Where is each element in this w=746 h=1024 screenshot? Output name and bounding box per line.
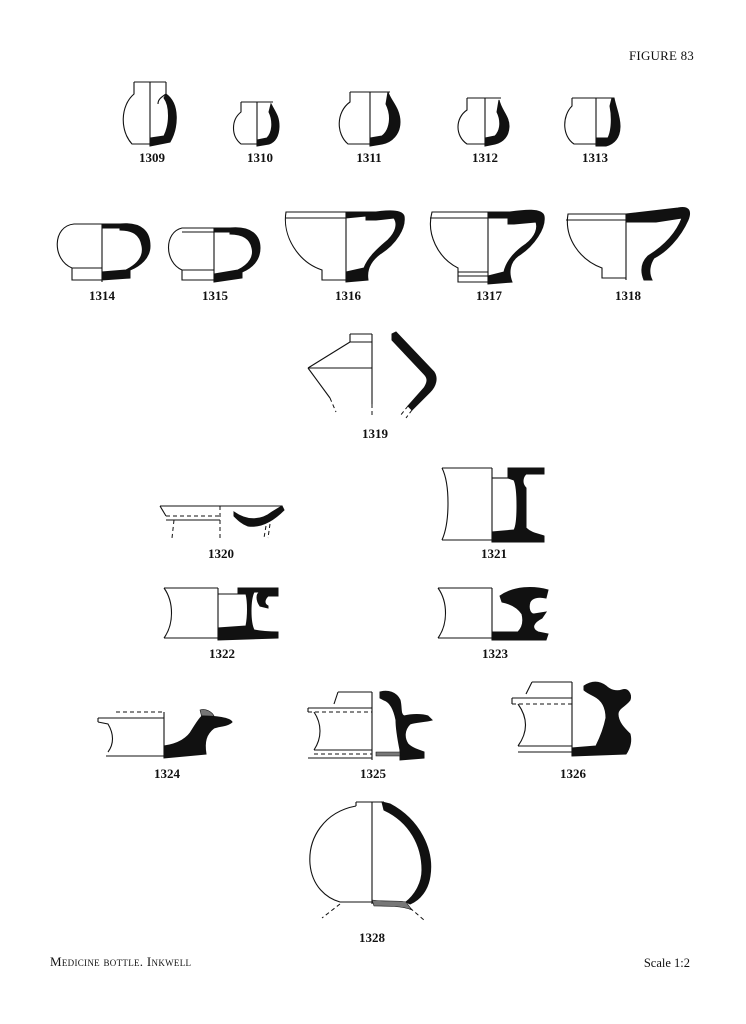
vessel-1323-number: 1323 xyxy=(482,646,508,661)
vessel-1317-drawing xyxy=(424,206,554,288)
vessel-1326-number: 1326 xyxy=(560,766,586,781)
vessel-1317 xyxy=(424,206,554,306)
vessel-1309-drawing xyxy=(112,76,192,151)
vessel-1316 xyxy=(280,206,416,306)
vessel-1325-number: 1325 xyxy=(360,766,386,781)
vessel-1322-number: 1322 xyxy=(209,646,235,661)
scale-note: Scale 1:2 xyxy=(643,956,690,970)
vessel-1324 xyxy=(92,704,242,784)
vessel-1315-drawing xyxy=(160,216,270,288)
vessel-1320-drawing xyxy=(154,498,288,546)
vessel-1309 xyxy=(112,76,192,168)
vessel-1315-number: 1315 xyxy=(202,288,228,303)
vessel-1312-drawing xyxy=(447,92,523,150)
vessel-1316-drawing xyxy=(280,206,416,288)
vessel-1312 xyxy=(447,92,523,168)
vessel-1315 xyxy=(160,216,270,306)
vessel-1310-number: 1310 xyxy=(247,150,273,165)
vessel-1319-drawing xyxy=(300,328,450,424)
vessel-1318-number: 1318 xyxy=(615,288,641,303)
vessel-1321-number: 1321 xyxy=(481,546,507,561)
vessel-1324-drawing xyxy=(92,704,242,766)
vessel-1314-number: 1314 xyxy=(89,288,115,303)
vessel-1320 xyxy=(154,498,288,564)
vessel-1313-number: 1313 xyxy=(582,150,608,165)
vessel-1325-drawing xyxy=(304,686,442,766)
vessel-1314-drawing xyxy=(46,212,158,288)
vessel-1320-number: 1320 xyxy=(208,546,234,561)
vessel-1324-number: 1324 xyxy=(154,766,180,781)
vessel-1316-number: 1316 xyxy=(335,288,361,303)
vessel-1310 xyxy=(225,96,295,168)
vessel-1328 xyxy=(302,798,442,950)
vessel-1323-drawing xyxy=(434,582,556,646)
vessel-1322 xyxy=(160,582,284,664)
vessel-1325 xyxy=(304,686,442,784)
vessel-1318 xyxy=(560,206,696,306)
vessel-1309-number: 1309 xyxy=(139,150,165,165)
vessel-1328-number: 1328 xyxy=(359,930,385,945)
vessel-1321-drawing xyxy=(436,464,552,546)
vessel-1323 xyxy=(434,582,556,664)
vessel-1313 xyxy=(556,92,634,168)
vessel-1328-drawing xyxy=(302,798,442,930)
vessel-1314 xyxy=(46,212,158,306)
vessel-1326 xyxy=(506,676,640,784)
vessel-1311-number: 1311 xyxy=(356,150,382,165)
vessel-1322-drawing xyxy=(160,582,284,646)
vessel-1311-drawing xyxy=(326,86,412,151)
vessel-1317-number: 1317 xyxy=(476,288,502,303)
vessel-1310-drawing xyxy=(225,96,295,151)
vessel-1326-drawing xyxy=(506,676,640,766)
vessel-1313-drawing xyxy=(556,92,634,150)
figure-label: FIGURE 83 xyxy=(629,48,694,63)
vessel-1312-number: 1312 xyxy=(472,150,498,165)
vessel-1318-drawing xyxy=(560,206,696,288)
figure-caption: Medicine bottle. Inkwell xyxy=(50,954,192,969)
vessel-1319 xyxy=(300,328,450,442)
vessel-1321 xyxy=(436,464,552,564)
vessel-1311 xyxy=(326,86,412,168)
vessel-1319-number: 1319 xyxy=(362,426,388,441)
